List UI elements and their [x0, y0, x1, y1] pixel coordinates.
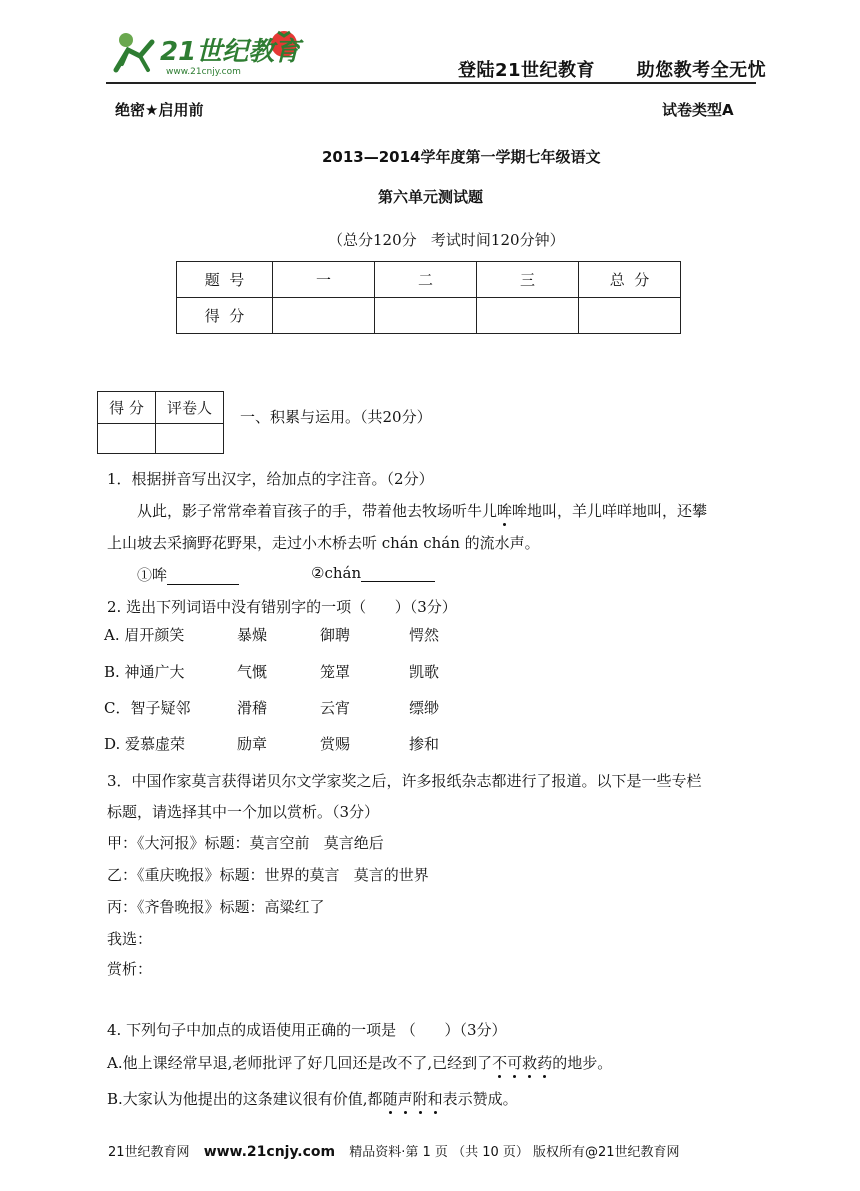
answer-blank[interactable] [167, 568, 239, 585]
slogan-right: 助您教考全无忧 [636, 60, 767, 81]
dotted-char: 药 [537, 1054, 553, 1072]
footer-page-info: 精品资料·第 1 页 （共 10 页） 版权所有@21世纪教育网 [349, 1145, 680, 1160]
grader-name-label: 评卷人 [156, 392, 224, 424]
confidential-mark: 绝密★启用前 [115, 101, 204, 119]
q2-option-b: B. 神通广大 气慨 笼罩 凯歌 [104, 663, 440, 681]
dotted-char: 不 [492, 1054, 508, 1072]
section1-heading: 一、积累与运用。（共20分） [240, 408, 432, 426]
score-table [176, 261, 681, 334]
score-table-header-2: 二 [375, 262, 477, 298]
q3-headline-yi: 乙：《重庆晚报》标题：世界的莫言 莫言的世界 [107, 866, 429, 884]
q1-passage-line2: 上山坡去采摘野花野果，走过小木桥去听 chán chán 的流水声。 [107, 534, 540, 552]
header-slogan [458, 56, 766, 82]
q2-option-c: C．智子疑邻 滑稽 云宵 缥缈 [104, 699, 440, 717]
dotted-char: 救 [522, 1054, 538, 1072]
dotted-char: 哞 [497, 502, 513, 520]
score-cell[interactable] [375, 298, 477, 334]
grader-score-cell[interactable] [98, 424, 156, 454]
score-table-header-label: 题 号 [177, 262, 273, 298]
answer-blank[interactable] [361, 565, 435, 582]
site-logo [112, 24, 312, 80]
q3-analysis-label: 赏析： [107, 960, 153, 978]
q3-choose-label: 我选： [107, 930, 153, 948]
score-table-row-label: 得 分 [177, 298, 273, 334]
q4-option-b: B.大家认为他提出的这条建议很有价值,都随声附和表示赞成。 [107, 1090, 518, 1108]
svg-text:www.21cnjy.com: www.21cnjy.com [166, 67, 241, 77]
score-cell[interactable] [579, 298, 681, 334]
score-table-header-total: 总 分 [579, 262, 681, 298]
page-footer [108, 1141, 680, 1160]
footer-site: 21世纪教育网 [108, 1145, 190, 1160]
q2-option-d: D. 爱慕虚荣 励章 赏赐 掺和 [104, 735, 440, 753]
dotted-char: 声 [397, 1090, 413, 1108]
q3-headline-jia: 甲：《大河报》标题：莫言空前 莫言绝后 [107, 834, 384, 852]
q2-option-a: A. 眉开颜笑 暴燥 御聘 愕然 [104, 626, 440, 644]
grader-box [97, 391, 224, 454]
logo-runner-head-icon [119, 33, 133, 47]
exam-title: 2013—2014学年度第一学期七年级语文 [322, 148, 601, 166]
score-cell[interactable] [273, 298, 375, 334]
q4-stem: 4. 下列句子中加点的成语使用正确的一项是 （ ）（3分） [107, 1021, 507, 1039]
grader-name-cell[interactable] [156, 424, 224, 454]
header-rule [106, 82, 756, 84]
q3-headline-bing: 丙：《齐鲁晚报》标题：高粱红了 [107, 898, 325, 916]
exam-info: （总分120分 考试时间120分钟） [328, 231, 565, 249]
score-table-header-3: 三 [477, 262, 579, 298]
score-cell[interactable] [477, 298, 579, 334]
q1-passage-line1: 从此，影子常常牵着盲孩子的手，带着他去牧场听牛儿哞哞地叫，羊儿咩咩地叫，还攀 [137, 502, 708, 520]
dotted-char: 和 [427, 1090, 443, 1108]
dotted-char: 随 [382, 1090, 398, 1108]
dotted-char: 可 [507, 1054, 523, 1072]
q1-blank-1: ①哞 [137, 564, 239, 585]
q3-stem-line2: 标题，请选择其中一个加以赏析。（3分） [107, 803, 380, 821]
grader-score-label: 得 分 [98, 392, 156, 424]
footer-url[interactable]: www.21cnjy.com [203, 1144, 336, 1160]
svg-text:21世纪教育: 21世纪教育 [160, 37, 301, 67]
dotted-char: 附 [412, 1090, 428, 1108]
dotted-idiom [492, 1054, 552, 1072]
q4-option-a: A.他上课经常早退,老师批评了好几回还是改不了,已经到了不可救药的地步。 [107, 1054, 613, 1072]
q1-blank-2: ②chán [311, 564, 435, 582]
q1-stem: 1．根据拼音写出汉字，给加点的字注音。（2分） [107, 470, 434, 488]
paper-type: 试卷类型A [662, 101, 734, 119]
q3-stem-line1: 3．中国作家莫言获得诺贝尔文学家奖之后，许多报纸杂志都进行了报道。以下是一些专栏 [107, 772, 702, 790]
exam-subtitle: 第六单元测试题 [378, 188, 484, 206]
q2-stem: 2. 选出下列词语中没有错别字的一项（ ）（3分） [107, 598, 457, 616]
dotted-idiom [383, 1090, 443, 1108]
slogan-left: 登陆21世纪教育 [458, 60, 596, 81]
score-table-header-1: 一 [273, 262, 375, 298]
